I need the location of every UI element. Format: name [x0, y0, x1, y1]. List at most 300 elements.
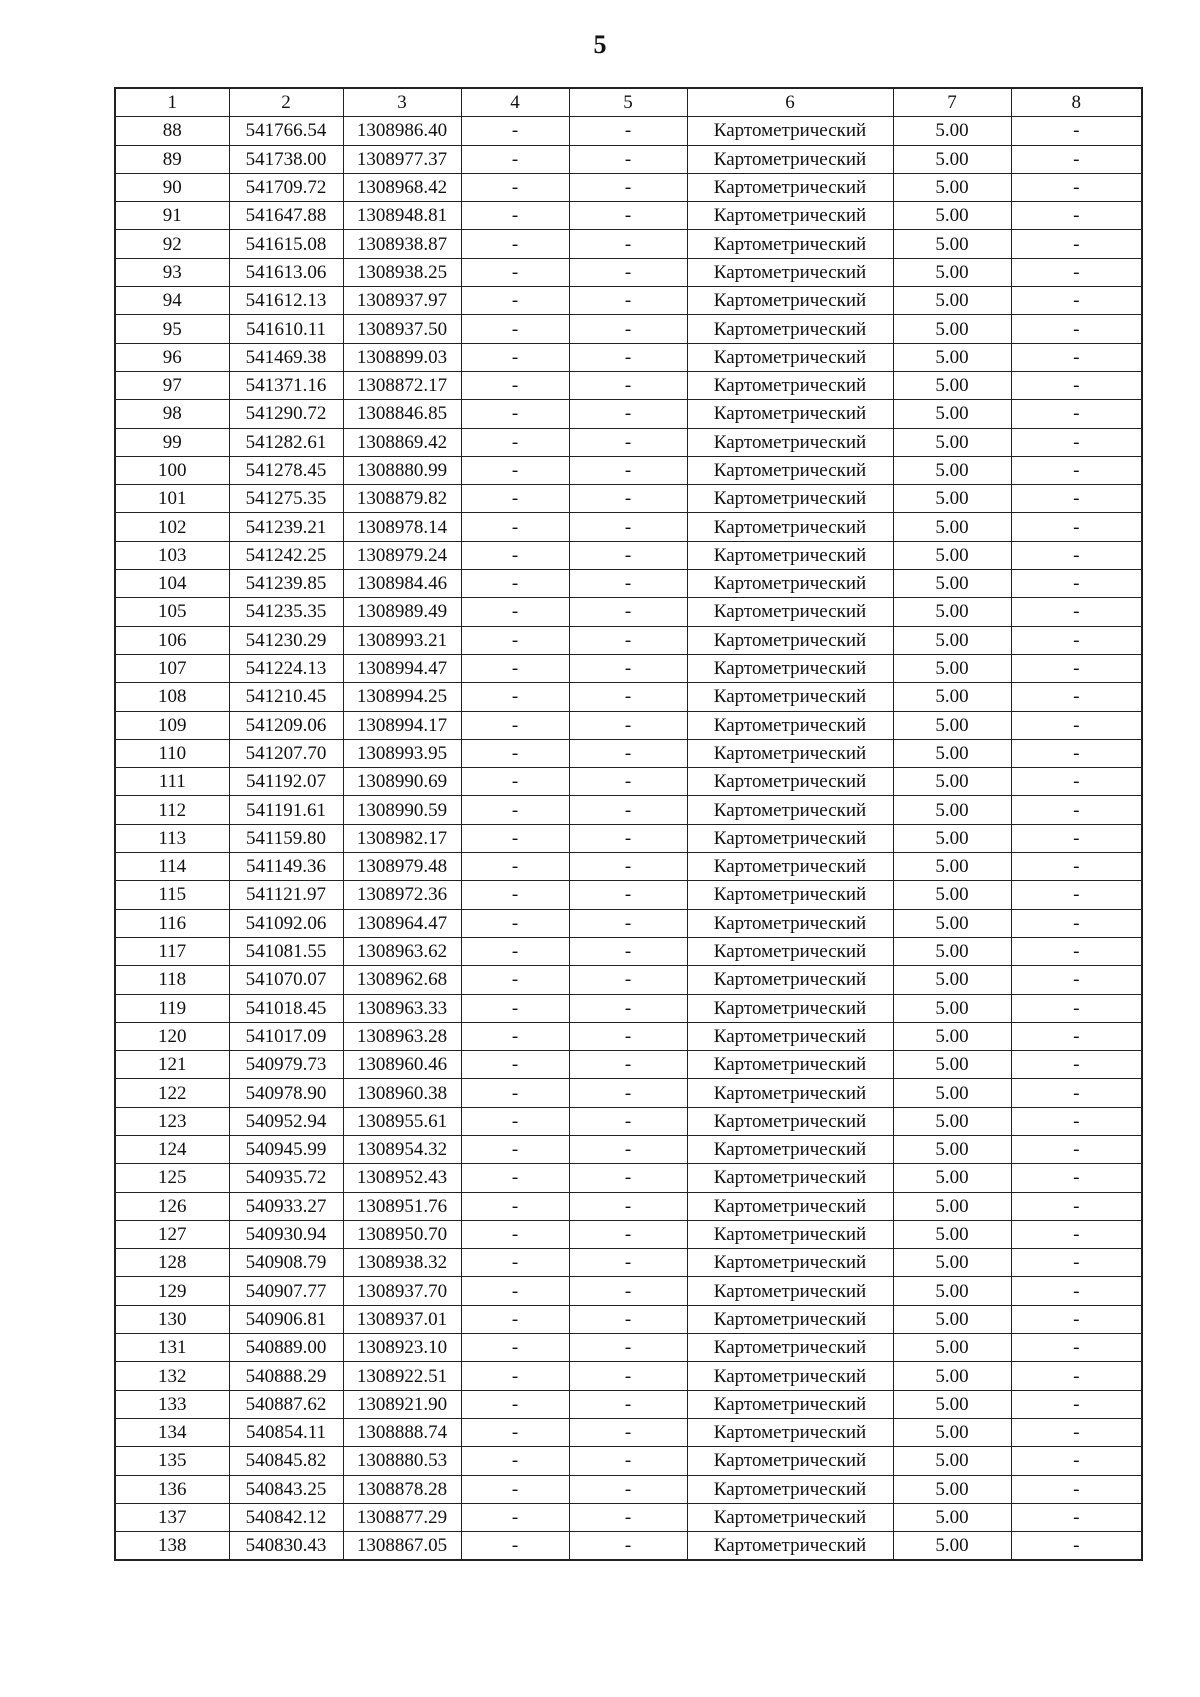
table-cell: - [461, 400, 569, 428]
table-cell: 541709.72 [229, 173, 343, 201]
table-cell: - [569, 230, 687, 258]
table-cell: 5.00 [893, 1079, 1011, 1107]
table-cell: 109 [115, 711, 229, 739]
table-cell: 5.00 [893, 1192, 1011, 1220]
table-cell: - [461, 1249, 569, 1277]
table-row [115, 1362, 1142, 1390]
table-cell: 5.00 [893, 966, 1011, 994]
table-cell: - [569, 1051, 687, 1079]
table-cell: 541017.09 [229, 1022, 343, 1050]
table-row [115, 1249, 1142, 1277]
table-cell: 541239.85 [229, 570, 343, 598]
table-row [115, 1107, 1142, 1135]
table-cell: 5.00 [893, 711, 1011, 739]
table-cell: 5.00 [893, 371, 1011, 399]
table-cell: 541070.07 [229, 966, 343, 994]
table-cell: 5.00 [893, 1475, 1011, 1503]
table-cell: - [569, 966, 687, 994]
table-cell: 120 [115, 1022, 229, 1050]
table-cell: Картометрический [687, 1022, 893, 1050]
table-cell: - [461, 513, 569, 541]
table-cell: 5.00 [893, 654, 1011, 682]
table-cell: - [569, 598, 687, 626]
table-cell: 119 [115, 994, 229, 1022]
table-cell: - [1011, 456, 1142, 484]
table-cell: - [461, 1305, 569, 1333]
table-cell: 1308963.62 [343, 937, 461, 965]
table-cell: 102 [115, 513, 229, 541]
table-row [115, 909, 1142, 937]
table-cell: 1308990.69 [343, 768, 461, 796]
column-header: 6 [687, 88, 893, 117]
table-cell: 1308872.17 [343, 371, 461, 399]
table-cell: 1308960.46 [343, 1051, 461, 1079]
table-cell: 1308948.81 [343, 202, 461, 230]
table-cell: - [569, 173, 687, 201]
table-row [115, 428, 1142, 456]
table-cell: - [461, 541, 569, 569]
table-cell: 1308990.59 [343, 796, 461, 824]
table-cell: 540830.43 [229, 1532, 343, 1561]
table-cell: 103 [115, 541, 229, 569]
table-cell: 1308954.32 [343, 1135, 461, 1163]
table-cell: - [1011, 1447, 1142, 1475]
table-row [115, 966, 1142, 994]
table-cell: Картометрический [687, 1135, 893, 1163]
table-cell: 5.00 [893, 570, 1011, 598]
table-cell: 541278.45 [229, 456, 343, 484]
table-cell: 94 [115, 287, 229, 315]
table-cell: 541018.45 [229, 994, 343, 1022]
table-cell: - [461, 909, 569, 937]
table-cell: - [569, 1220, 687, 1248]
table-cell: - [1011, 230, 1142, 258]
table-cell: 5.00 [893, 853, 1011, 881]
table-row [115, 1334, 1142, 1362]
table-cell: 134 [115, 1418, 229, 1446]
table-row [115, 371, 1142, 399]
table-cell: 5.00 [893, 1107, 1011, 1135]
table-cell: - [569, 1107, 687, 1135]
table-cell: 1308938.87 [343, 230, 461, 258]
table-cell: Картометрический [687, 371, 893, 399]
table-cell: - [461, 683, 569, 711]
table-cell: 540854.11 [229, 1418, 343, 1446]
table-cell: - [461, 1362, 569, 1390]
table-row [115, 711, 1142, 739]
table-cell: 5.00 [893, 768, 1011, 796]
table-cell: 541610.11 [229, 315, 343, 343]
table-cell: Картометрический [687, 1532, 893, 1561]
table-cell: Картометрический [687, 541, 893, 569]
table-cell: 1308964.47 [343, 909, 461, 937]
table-cell: 1308986.40 [343, 117, 461, 145]
table-cell: - [569, 145, 687, 173]
table-cell: Картометрический [687, 1334, 893, 1362]
table-cell: 5.00 [893, 1503, 1011, 1531]
table-cell: - [461, 287, 569, 315]
table-cell: - [569, 683, 687, 711]
page-number: 5 [593, 30, 607, 59]
table-cell: 541081.55 [229, 937, 343, 965]
table-cell: 540907.77 [229, 1277, 343, 1305]
table-cell: Картометрический [687, 1164, 893, 1192]
table-cell: - [569, 768, 687, 796]
table-cell: - [569, 1164, 687, 1192]
table-cell: - [569, 541, 687, 569]
table-cell: - [1011, 768, 1142, 796]
table-row [115, 768, 1142, 796]
table-row [115, 1390, 1142, 1418]
table-cell: - [569, 1135, 687, 1163]
table-cell: 541738.00 [229, 145, 343, 173]
table-cell: 5.00 [893, 202, 1011, 230]
table-cell: 541371.16 [229, 371, 343, 399]
column-header: 3 [343, 88, 461, 117]
table-cell: 1308869.42 [343, 428, 461, 456]
table-row [115, 853, 1142, 881]
table-cell: - [461, 881, 569, 909]
table-cell: 541191.61 [229, 796, 343, 824]
table-cell: 121 [115, 1051, 229, 1079]
table-row [115, 1475, 1142, 1503]
table-cell: 1308846.85 [343, 400, 461, 428]
table-cell: 540845.82 [229, 1447, 343, 1475]
table-cell: - [569, 881, 687, 909]
table-cell: Картометрический [687, 117, 893, 145]
table-cell: - [569, 1390, 687, 1418]
table-cell: 541275.35 [229, 485, 343, 513]
table-cell: 5.00 [893, 1305, 1011, 1333]
table-cell: - [1011, 145, 1142, 173]
table-cell: 1308950.70 [343, 1220, 461, 1248]
table-cell: 540843.25 [229, 1475, 343, 1503]
table-cell: - [569, 994, 687, 1022]
table-cell: - [461, 1192, 569, 1220]
table-cell: 5.00 [893, 909, 1011, 937]
table-cell: - [1011, 1475, 1142, 1503]
table-cell: - [461, 1475, 569, 1503]
table-cell: 95 [115, 315, 229, 343]
table-cell: - [461, 1164, 569, 1192]
table-body [115, 117, 1142, 1561]
table-cell: - [1011, 1390, 1142, 1418]
table-cell: 1308888.74 [343, 1418, 461, 1446]
table-cell: 116 [115, 909, 229, 937]
table-cell: Картометрический [687, 315, 893, 343]
table-cell: 5.00 [893, 145, 1011, 173]
table-cell: - [1011, 994, 1142, 1022]
table-cell: - [1011, 626, 1142, 654]
column-header: 5 [569, 88, 687, 117]
table-cell: 5.00 [893, 824, 1011, 852]
column-header: 7 [893, 88, 1011, 117]
table-cell: 5.00 [893, 1220, 1011, 1248]
table-cell: 541282.61 [229, 428, 343, 456]
table-cell: - [569, 315, 687, 343]
table-cell: 5.00 [893, 881, 1011, 909]
table-cell: - [1011, 1503, 1142, 1531]
table-cell: - [461, 711, 569, 739]
table-cell: - [461, 626, 569, 654]
table-cell: - [569, 371, 687, 399]
table-cell: 540935.72 [229, 1164, 343, 1192]
table-cell: - [1011, 258, 1142, 286]
table-cell: - [1011, 739, 1142, 767]
table-cell: - [569, 202, 687, 230]
table-cell: Картометрический [687, 1362, 893, 1390]
table-cell: 540930.94 [229, 1220, 343, 1248]
table-cell: 541647.88 [229, 202, 343, 230]
table-cell: Картометрический [687, 258, 893, 286]
table-cell: - [569, 853, 687, 881]
table-cell: Картометрический [687, 202, 893, 230]
table-cell: - [461, 796, 569, 824]
table-cell: 1308982.17 [343, 824, 461, 852]
table-cell: 135 [115, 1447, 229, 1475]
table-cell: 5.00 [893, 1362, 1011, 1390]
table-cell: - [1011, 796, 1142, 824]
table-cell: 540908.79 [229, 1249, 343, 1277]
table-cell: 93 [115, 258, 229, 286]
table-cell: 5.00 [893, 683, 1011, 711]
table-cell: - [569, 117, 687, 145]
table-cell: - [1011, 1305, 1142, 1333]
table-cell: 129 [115, 1277, 229, 1305]
table-cell: Картометрический [687, 1051, 893, 1079]
table-cell: - [461, 1220, 569, 1248]
table-cell: 122 [115, 1079, 229, 1107]
table-cell: 5.00 [893, 1447, 1011, 1475]
table-cell: 5.00 [893, 1164, 1011, 1192]
table-row [115, 1532, 1142, 1561]
table-cell: 132 [115, 1362, 229, 1390]
table-cell: 90 [115, 173, 229, 201]
table-cell: - [461, 768, 569, 796]
table-cell: - [569, 1022, 687, 1050]
table-row [115, 994, 1142, 1022]
table-cell: - [569, 287, 687, 315]
table-cell: 5.00 [893, 541, 1011, 569]
table-cell: 1308937.01 [343, 1305, 461, 1333]
table-cell: 1308938.32 [343, 1249, 461, 1277]
table-cell: 541239.21 [229, 513, 343, 541]
table-cell: 5.00 [893, 937, 1011, 965]
table-row [115, 1164, 1142, 1192]
table-row [115, 287, 1142, 315]
table-cell: - [461, 145, 569, 173]
table-cell: Картометрический [687, 1418, 893, 1446]
table-cell: 5.00 [893, 117, 1011, 145]
table-cell: 117 [115, 937, 229, 965]
table-cell: - [1011, 513, 1142, 541]
table-cell: 1308938.25 [343, 258, 461, 286]
table-cell: - [1011, 1022, 1142, 1050]
table-cell: Картометрический [687, 1277, 893, 1305]
table-cell: 5.00 [893, 1390, 1011, 1418]
table-cell: Картометрический [687, 1390, 893, 1418]
table-cell: - [1011, 1334, 1142, 1362]
table-cell: 1308993.21 [343, 626, 461, 654]
table-cell: 96 [115, 343, 229, 371]
table-cell: 5.00 [893, 485, 1011, 513]
table-cell: Картометрический [687, 994, 893, 1022]
table-cell: 1308994.25 [343, 683, 461, 711]
table-cell: Картометрический [687, 796, 893, 824]
table-cell: 5.00 [893, 1135, 1011, 1163]
table-row [115, 1447, 1142, 1475]
table-cell: - [569, 1362, 687, 1390]
table-cell: Картометрический [687, 1192, 893, 1220]
table-cell: 1308879.82 [343, 485, 461, 513]
table-cell: 540906.81 [229, 1305, 343, 1333]
table-cell: 1308984.46 [343, 570, 461, 598]
table-cell: 123 [115, 1107, 229, 1135]
table-cell: - [461, 994, 569, 1022]
table-cell: - [569, 711, 687, 739]
table-cell: - [461, 202, 569, 230]
table-cell: Картометрический [687, 654, 893, 682]
table-cell: 540933.27 [229, 1192, 343, 1220]
table-cell: Картометрический [687, 966, 893, 994]
table-cell: - [1011, 1220, 1142, 1248]
table-cell: - [569, 1503, 687, 1531]
table-cell: 97 [115, 371, 229, 399]
table-cell: 5.00 [893, 1249, 1011, 1277]
table-cell: - [1011, 117, 1142, 145]
table-cell: - [1011, 1249, 1142, 1277]
table-cell: - [1011, 1362, 1142, 1390]
table-cell: 540952.94 [229, 1107, 343, 1135]
table-cell: - [569, 824, 687, 852]
table-cell: 1308955.61 [343, 1107, 461, 1135]
table-row [115, 400, 1142, 428]
table-cell: 5.00 [893, 173, 1011, 201]
table-cell: 1308878.28 [343, 1475, 461, 1503]
table-cell: - [569, 1079, 687, 1107]
table-cell: - [461, 428, 569, 456]
table-cell: 1308963.28 [343, 1022, 461, 1050]
table-row [115, 173, 1142, 201]
table-cell: Картометрический [687, 598, 893, 626]
table-cell: 541192.07 [229, 768, 343, 796]
table-cell: - [1011, 371, 1142, 399]
table-cell: 88 [115, 117, 229, 145]
table-cell: - [569, 1475, 687, 1503]
table-cell: - [461, 1135, 569, 1163]
table-cell: 541224.13 [229, 654, 343, 682]
table-cell: - [461, 570, 569, 598]
table-cell: 540979.73 [229, 1051, 343, 1079]
table-cell: - [569, 1192, 687, 1220]
table-cell: 541092.06 [229, 909, 343, 937]
table-cell: 5.00 [893, 1051, 1011, 1079]
table-cell: 98 [115, 400, 229, 428]
table-cell: - [1011, 1051, 1142, 1079]
table-cell: 1308979.24 [343, 541, 461, 569]
table-cell: - [1011, 570, 1142, 598]
table-cell: - [1011, 881, 1142, 909]
table-cell: 110 [115, 739, 229, 767]
table-row [115, 654, 1142, 682]
table-cell: Картометрический [687, 1220, 893, 1248]
table-cell: 541207.70 [229, 739, 343, 767]
table-cell: 1308937.50 [343, 315, 461, 343]
table-cell: 541149.36 [229, 853, 343, 881]
table-cell: 1308923.10 [343, 1334, 461, 1362]
table-cell: 115 [115, 881, 229, 909]
table-cell: 1308937.70 [343, 1277, 461, 1305]
table-cell: - [1011, 1532, 1142, 1561]
table-cell: - [1011, 824, 1142, 852]
table-cell: 541230.29 [229, 626, 343, 654]
table-cell: - [569, 570, 687, 598]
table-cell: 541766.54 [229, 117, 343, 145]
table-row [115, 1051, 1142, 1079]
table-cell: - [569, 400, 687, 428]
table-cell: - [461, 1079, 569, 1107]
table-cell: 108 [115, 683, 229, 711]
table-cell: Картометрический [687, 909, 893, 937]
table-cell: 5.00 [893, 1418, 1011, 1446]
table-cell: 5.00 [893, 287, 1011, 315]
table-cell: - [1011, 1107, 1142, 1135]
table-cell: 1308899.03 [343, 343, 461, 371]
column-header: 8 [1011, 88, 1142, 117]
table-cell: - [569, 654, 687, 682]
table-cell: 131 [115, 1334, 229, 1362]
table-cell: 128 [115, 1249, 229, 1277]
table-row [115, 513, 1142, 541]
table-cell: 89 [115, 145, 229, 173]
table-cell: 1308867.05 [343, 1532, 461, 1561]
table-cell: 1308951.76 [343, 1192, 461, 1220]
table-cell: - [461, 1447, 569, 1475]
table-cell: - [461, 966, 569, 994]
table-cell: 106 [115, 626, 229, 654]
table-cell: - [1011, 1164, 1142, 1192]
table-cell: 112 [115, 796, 229, 824]
table-cell: - [461, 485, 569, 513]
table-row [115, 343, 1142, 371]
table-cell: 1308989.49 [343, 598, 461, 626]
table-cell: - [1011, 711, 1142, 739]
table-cell: - [569, 1334, 687, 1362]
table-row [115, 824, 1142, 852]
table-cell: 1308880.99 [343, 456, 461, 484]
table-cell: 1308972.36 [343, 881, 461, 909]
table-cell: - [1011, 1277, 1142, 1305]
table-cell: 125 [115, 1164, 229, 1192]
table-cell: 1308960.38 [343, 1079, 461, 1107]
table-cell: - [461, 1418, 569, 1446]
table-cell: - [1011, 683, 1142, 711]
table-header-row [115, 88, 1142, 117]
table-cell: 5.00 [893, 456, 1011, 484]
table-cell: 1308994.17 [343, 711, 461, 739]
table-cell: 114 [115, 853, 229, 881]
table-cell: - [1011, 400, 1142, 428]
table-cell: 5.00 [893, 343, 1011, 371]
table-cell: - [1011, 1418, 1142, 1446]
table-row [115, 1192, 1142, 1220]
table-row [115, 1220, 1142, 1248]
table-cell: 1308952.43 [343, 1164, 461, 1192]
table-cell: - [461, 343, 569, 371]
table-row [115, 1277, 1142, 1305]
table-cell: - [461, 824, 569, 852]
table-cell: 1308880.53 [343, 1447, 461, 1475]
